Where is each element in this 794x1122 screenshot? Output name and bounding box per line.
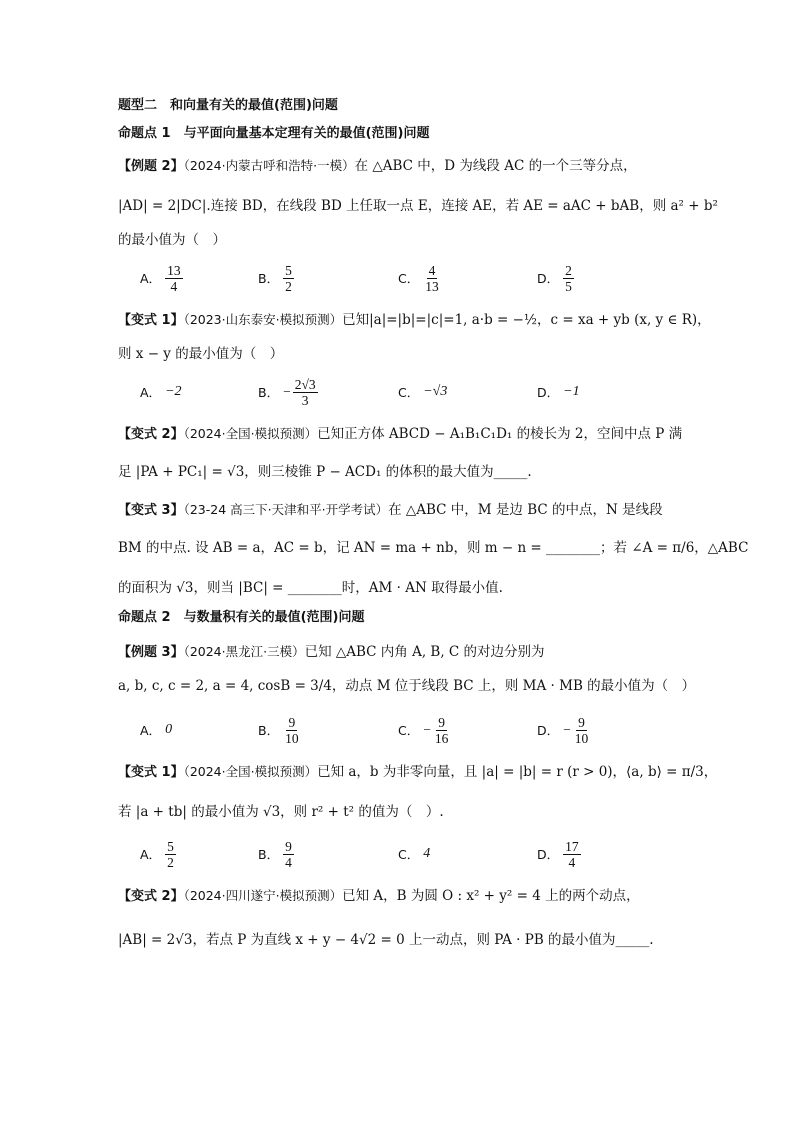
- example-3-option-c[interactable]: C． − $\frac{9}{16}$: [398, 714, 449, 746]
- variant-1b-line-2: 若 |a + tb| 的最小值为 √3，则 r² + t² 的值为（ ）.: [118, 804, 444, 820]
- variant-2b-line-2: |AB| = 2√3，若点 P 为直线 x + y − 4√2 = 0 上一动点，则 PA · PB 的最小值为_____.: [118, 932, 654, 948]
- variant-1b-option-c[interactable]: C． 4: [398, 846, 431, 862]
- example-2-tag: 【例题 2】: [118, 159, 184, 174]
- variant-1a-option-d[interactable]: D． −1: [537, 384, 580, 400]
- variant-3a-line-2: BM 的中点. 设 AB = a，AC = b，记 AN = ma + nb，则 m − n = ________；若 ∠A = π/6，△ABC: [118, 540, 749, 556]
- variant-1a-option-c[interactable]: C． −√3: [398, 384, 448, 400]
- example-3-option-b[interactable]: B． $\frac{9}{10}$: [258, 714, 299, 746]
- example-2-source: （2024·内蒙古呼和浩特·一模）: [183, 158, 355, 173]
- example-2-line-3: 的最小值为（ ）: [118, 232, 226, 248]
- variant-2a-line-1: 【变式 2】（2024·全国·模拟预测）已知正方体 ABCD − A₁B₁C₁D₁ 的棱长为 2，空间中点 P 满: [118, 426, 683, 442]
- example-2-option-b[interactable]: B． $\frac{5}{2}$: [258, 262, 292, 294]
- example-3-line-2: a, b, c, c = 2, a = 4, cosB = 3/4，动点 M 位于线段 BC 上，则 MA · MB 的最小值为（ ）: [118, 678, 696, 694]
- example-2-option-c[interactable]: C． $\frac{4}{13}$: [398, 262, 439, 294]
- variant-1a-line-2: 则 x − y 的最小值为（ ）: [118, 346, 284, 362]
- example-2-line-1: [118, 156, 637, 177]
- variant-1a-option-b[interactable]: B． − $\frac{2√3}{3}$: [258, 376, 316, 408]
- example-3-option-a[interactable]: A． 0: [140, 722, 173, 738]
- variant-1b-option-b[interactable]: B． $\frac{9}{4}$: [258, 838, 292, 870]
- example-2-text-1: 在 △ABC 中，D 为线段 AC 的一个三等分点，: [354, 158, 637, 174]
- variant-1a-option-a[interactable]: A． −2: [140, 384, 182, 400]
- topic-2-title: 命题点 2 与数量积有关的最值(范围)问题: [118, 610, 365, 625]
- variant-2b-line-1: 【变式 2】（2024·四川遂宁·模拟预测）已知 A，B 为圆 O : x² + y² = 4 上的两个动点，: [118, 888, 640, 904]
- example-2-option-d[interactable]: D． $\frac{2}{5}$: [537, 262, 572, 294]
- example-3-option-d[interactable]: D． − $\frac{9}{10}$: [537, 714, 589, 746]
- example-2-line-2: |AD| = 2|DC|.连接 BD，在线段 BD 上任取一点 E，连接 AE，若 AE = aAC + bAB，则 a² + b²: [118, 198, 718, 214]
- variant-1a-line-1: 【变式 1】（2023·山东泰安·模拟预测）已知|a|=|b|=|c|=1, a·b = −½，c = xa + yb (x, y ∈ R)，: [118, 312, 711, 328]
- variant-1b-option-a[interactable]: A． $\frac{5}{2}$: [140, 838, 174, 870]
- variant-2a-line-2: 足 |PA + PC₁| = √3，则三棱锥 P − ACD₁ 的体积的最大值为_____.: [118, 464, 532, 480]
- variant-1b-line-1: 【变式 1】（2024·全国·模拟预测）已知 a，b 为非零向量，且 |a| = |b| = r (r > 0)，⟨a, b⟩ = π/3，: [118, 764, 718, 780]
- example-2-option-a[interactable]: A． $\frac{13}{4}$: [140, 262, 181, 294]
- variant-3a-line-3: 的面积为 √3，则当 |BC| = ________时，AM · AN 取得最小值.: [118, 580, 503, 596]
- example-3-line-1: 【例题 3】（2024·黑龙江·三模）已知 △ABC 内角 A, B, C 的对边分别为: [118, 644, 545, 660]
- variant-1b-option-d[interactable]: D． $\frac{17}{4}$: [537, 838, 579, 870]
- topic-1-title: 命题点 1 与平面向量基本定理有关的最值(范围)问题: [118, 126, 430, 141]
- section-title: 题型二 和向量有关的最值(范围)问题: [118, 98, 338, 113]
- variant-3a-line-1: 【变式 3】（23-24 高三下·天津和平·开学考试）在 △ABC 中，M 是边 BC 的中点，N 是线段: [118, 502, 663, 518]
